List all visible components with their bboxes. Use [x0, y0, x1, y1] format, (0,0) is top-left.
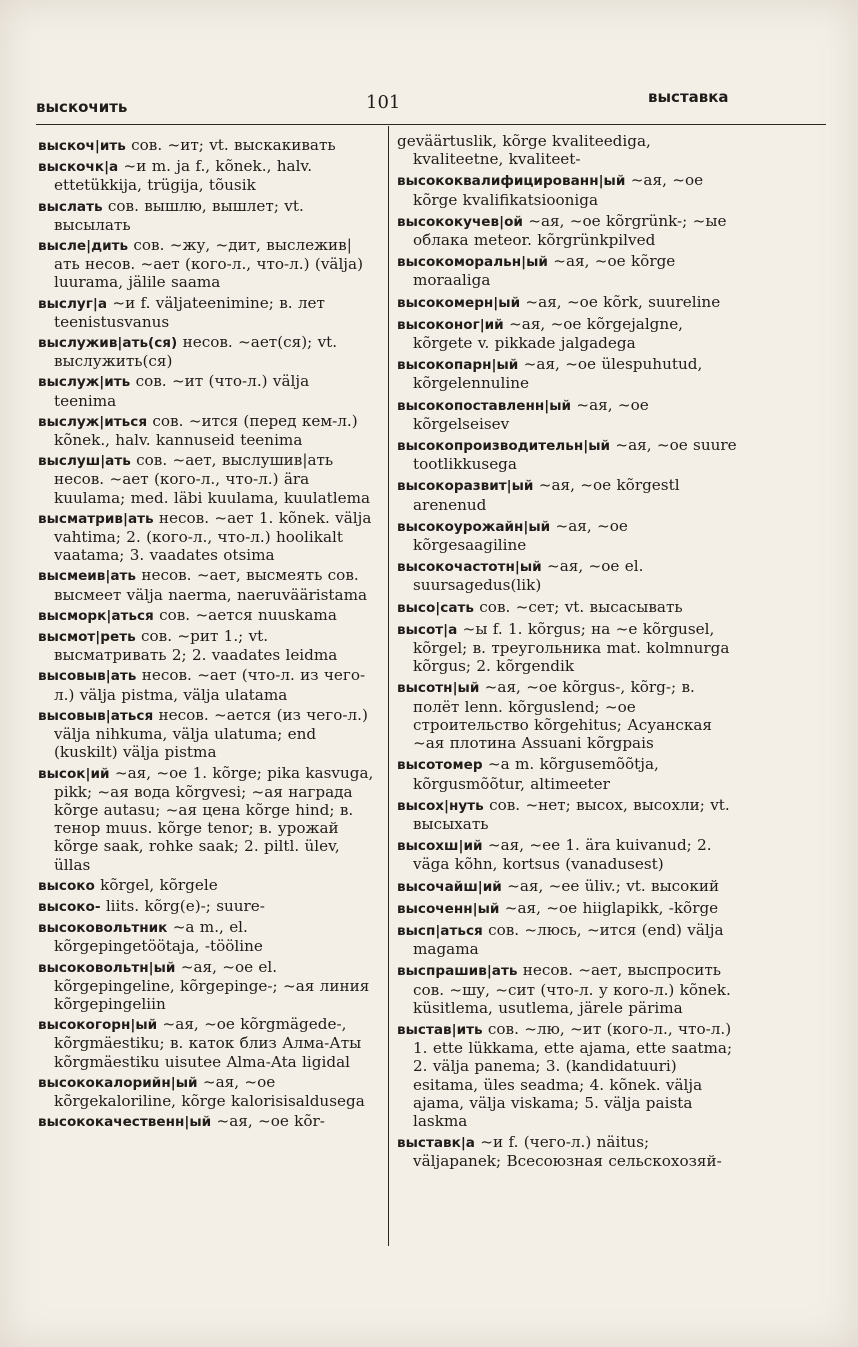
entry-headword: высоченн|ый: [397, 900, 500, 917]
entry-definition: сов. ~ает, выслушив|ать несов. ~ает (кого-л., что-л.) ära kuulama; med. läbi kuulama, kuulatlema: [54, 451, 371, 507]
entry-definition: ~а m., el. kõrgepingetöötaja, -tööline: [54, 918, 263, 956]
entry-headword: выстав|ить: [397, 1021, 483, 1038]
dictionary-entry: [38, 606, 376, 625]
entry-headword: высокоразвит|ый: [397, 478, 534, 495]
entry-headword: высококвалифицированн|ый: [397, 173, 626, 190]
dictionary-entry: [38, 294, 376, 331]
dictionary-entry: [397, 557, 741, 594]
dictionary-entry: [397, 293, 741, 312]
dictionary-entry: [397, 755, 741, 792]
dictionary-entry: [397, 678, 741, 752]
dictionary-entry: [38, 372, 376, 409]
dictionary-entry: [397, 921, 741, 958]
entry-definition: ~ая, ~ое suure tootlikkusega: [413, 436, 737, 474]
dictionary-entry: [397, 171, 741, 208]
dictionary-entry: [397, 476, 741, 513]
dictionary-entry: [397, 877, 741, 896]
entry-headword: выскочк|а: [38, 159, 119, 176]
entry-definition: сов. ~сет; vt. высасывать: [473, 597, 683, 616]
dictionary-entry: [397, 315, 741, 352]
dictionary-entry: [397, 1133, 741, 1170]
dictionary-entry: [38, 412, 376, 449]
entry-headword: высохш|ий: [397, 838, 483, 855]
entry-definition: ~ая, ~ое kõr-: [211, 1112, 325, 1131]
entry-headword: выслуг|а: [38, 295, 108, 312]
entry-headword: высококачественн|ый: [38, 1114, 212, 1131]
entry-definition: ~ая, ~ое hiiglapikk, -kõrge: [499, 898, 719, 917]
dictionary-entry: [397, 436, 741, 473]
dictionary-entry: [38, 236, 376, 292]
entry-definition: ~ая, ~ое kõrgestl arenenud: [413, 476, 680, 514]
dictionary-entry: [397, 620, 741, 676]
entry-headword: высокоморальн|ый: [397, 254, 548, 271]
dictionary-entry: [397, 355, 741, 392]
dictionary-entry: [38, 1073, 376, 1110]
entry-headword: высококучев|ой: [397, 213, 523, 230]
entry-headword: высмеив|ать: [38, 568, 137, 585]
entry-definition: сов. ~люсь, ~ится (end) välja magama: [413, 920, 724, 959]
entry-definition: ~ая, ~ое kõrgelseisev: [413, 395, 649, 433]
dictionary-entry: [38, 1015, 376, 1071]
dictionary-entry: [397, 212, 741, 249]
entry-headword: высотн|ый: [397, 680, 480, 697]
entry-headword: выслуж|ить: [38, 374, 131, 391]
entry-headword: высокопоставленн|ый: [397, 397, 572, 414]
page-header: [0, 88, 858, 118]
entry-definition: liits. kõrg(e)-; suure-: [100, 896, 265, 915]
entry-headword: выслужив|ать(ся): [38, 335, 178, 352]
dictionary-entry: [38, 958, 376, 1014]
entry-definition: несов. ~ает 1. kõnek. välja vahtima; 2. (кого-л., что-л.) hoolikalt vaatama; 3. vaadates otsima: [54, 508, 372, 565]
dictionary-entry: [38, 764, 376, 874]
entry-headword: высовыв|ать: [38, 668, 137, 685]
entry-headword: выставк|а: [397, 1135, 475, 1152]
entry-headword: выспрашив|ать: [397, 963, 518, 980]
entry-headword: высокомерн|ый: [397, 294, 521, 311]
entry-definition: сов. ~ается nuuskama: [153, 605, 337, 624]
entry-headword: высморк|аться: [38, 607, 154, 624]
entry-definition: сов. ~ит; vt. выскакивать: [125, 136, 336, 154]
dictionary-entry: [38, 897, 376, 916]
entry-definition: geväärtuslik, kõrge kvaliteediga, kvaliteetne, kvaliteet-: [397, 132, 651, 169]
entry-definition: ~ая, ~ое 1. kõrge; pika kasvuga, pikk; ~ая вода kõrgvesi; ~ая награда kõrge autasu; ~ая цена kõrge hind; в. тенор muus. kõrge tenor; в. урожай kõrge saak, rohke saak; 2. piltl. ülev, üllas: [54, 763, 374, 874]
entry-headword: высоковольтник: [38, 920, 168, 937]
entry-headword: высоковольтн|ый: [38, 959, 176, 976]
dictionary-entry: [38, 197, 376, 234]
dictionary-entry: [397, 899, 741, 918]
entry-definition: сов. вышлю, вышлет; vt. высылать: [54, 196, 304, 234]
entry-headword: высоко-: [38, 898, 101, 915]
entry-headword: высоко: [38, 877, 95, 894]
entry-definition: ~ая, ~ое kõrgmägede-, kõrgmäestiku; в. каток близ Алма-Аты kõrgmäestiku uisutee Alma-Ata ligidal: [54, 1015, 362, 1071]
dictionary-entry: [397, 598, 741, 617]
entry-definition: сов. ~рит 1.; vt. высматривать 2; 2. vaadates leidma: [54, 627, 338, 665]
entry-definition: несов. ~ается (из чего-л.) välja nihkuma, välja ulatuma; end (kuskilt) välja pistma: [54, 705, 368, 762]
entry-definition: ~и m. ja f., kõnek., halv. ettetükkija, trügija, tõusik: [54, 157, 313, 195]
header-rule: [36, 124, 826, 125]
entry-definition: ~ая, ~ое kõrge kvalifikatsiooniga: [413, 171, 704, 209]
entry-headword: высокогорн|ый: [38, 1017, 158, 1034]
entry-headword: выскоч|ить: [38, 138, 126, 154]
dictionary-entry: [397, 396, 741, 433]
dictionary-entry: [397, 517, 741, 554]
entry-headword: высот|а: [397, 621, 458, 638]
left-column: [38, 136, 376, 1133]
entry-definition: сов. ~нет; высох, высохли; vt. высыхать: [413, 795, 730, 833]
entry-definition: ~ая, ~ое el. suursagedus(lik): [413, 557, 644, 595]
entry-headword: высокоурожайн|ый: [397, 518, 551, 535]
dictionary-entry: [38, 918, 376, 955]
dictionary-entry: [38, 566, 376, 603]
entry-definition: сов. ~ится (перед кем-л.) kõnek., halv. kannuseid teenima: [54, 411, 358, 450]
dictionary-entry: [38, 509, 376, 565]
entry-definition: несов. ~ает (что-л. из чего-л.) välja pistma, välja ulatama: [54, 666, 366, 704]
dictionary-entry: [38, 136, 376, 155]
entry-definition: сов. ~ит (что-л.) välja teenima: [54, 372, 310, 410]
entry-definition: ~ы f. 1. kõrgus; на ~е kõrgusel, kõrgel; в. треугольника mat. kolmnurga kõrgus; 2. kõrgendik: [413, 619, 730, 676]
entry-definition: ~ая, ~ое el. kõrgepingeline, kõrgepinge-; ~ая линия kõrgepingeliin: [54, 957, 370, 1013]
dictionary-entry: [397, 836, 741, 873]
entry-headword: выслуш|ать: [38, 453, 131, 470]
entry-definition: сов. ~лю, ~ит (кого-л., что-л.) 1. ette lükkama, ette ajama, ette saatma; 2. välja panema; 3. (kandidatuuri) esitama, üles seadma; 4. kõnek. välja ajama, välja viskama; 5. välja paista laskma: [413, 1019, 733, 1130]
entry-headword: высматрив|ать: [38, 510, 154, 527]
entry-definition: ~ая, ~ое kõrge moraaliga: [413, 252, 676, 290]
dictionary-entry: [38, 157, 376, 194]
entry-headword: высококалорийн|ый: [38, 1074, 198, 1091]
running-head-right: выставка: [648, 88, 729, 106]
entry-headword: высле|дить: [38, 238, 129, 255]
entry-headword: высп|аться: [397, 922, 483, 939]
dictionary-entry: [38, 666, 376, 703]
entry-headword: высочайш|ий: [397, 878, 502, 895]
entry-definition: ~ая, ~ое kõrgus-, kõrg-; в. полёт lenn. kõrguslend; ~ое строительство kõrgehitus; Асуанская ~ая плотина Assuani kõrgpais: [413, 678, 712, 753]
entry-definition: ~ая, ~ое kõrk, suureline: [520, 292, 721, 311]
right-column: [397, 132, 741, 1174]
entry-headword: выслуж|иться: [38, 413, 148, 430]
entry-headword: высокочастотн|ый: [397, 559, 542, 576]
dictionary-entry: [397, 132, 741, 168]
page-number: 101: [366, 92, 401, 113]
entry-definition: несов. ~ает(ся); vt. выслужить(ся): [54, 333, 338, 371]
dictionary-entry: [38, 706, 376, 762]
entry-definition: несов. ~ает, высмеять сов. высмеет välja naerma, naeruvääristama: [54, 566, 368, 604]
entry-definition: сов. ~жу, ~дит, выслежив|ать несов. ~ает (кого-л., что-л.) (välja) luurama, jälile saama: [54, 236, 363, 292]
dictionary-entry: [38, 1112, 376, 1131]
entry-definition: ~ая, ~ое kõrgekaloriline, kõrge kalorisisaldusega: [54, 1072, 365, 1110]
entry-headword: высотомер: [397, 757, 483, 774]
running-head-left: выскочить: [36, 98, 128, 116]
entry-headword: высо|сать: [397, 599, 474, 616]
entry-headword: высокопарн|ый: [397, 357, 519, 374]
entry-definition: ~ая, ~ее 1. ära kuivanud; 2. väga kõhn, kortsus (vanadusest): [413, 836, 712, 874]
entry-headword: высмот|реть: [38, 629, 136, 646]
entry-headword: высок|ий: [38, 765, 110, 782]
dictionary-entry: [38, 451, 376, 507]
entry-headword: высовыв|аться: [38, 707, 154, 724]
entry-headword: высох|нуть: [397, 797, 484, 814]
entry-definition: ~ая, ~ое ülespuhutud, kõrgelennuline: [413, 355, 703, 393]
dictionary-entry: [38, 627, 376, 664]
entry-definition: несов. ~ает, выспросить сов. ~шу, ~сит (что-л. у кого-л.) kõnek. küsitlema, usutlema, järele pärima: [413, 961, 731, 1017]
dictionary-entry: [397, 796, 741, 833]
entry-definition: ~ая, ~ое kõrgesaagiline: [413, 516, 628, 555]
dictionary-entry: [38, 876, 376, 895]
entry-headword: выслать: [38, 198, 103, 215]
entry-definition: ~ая, ~ее üliv.; vt. высокий: [501, 876, 720, 895]
entry-definition: kõrgel, kõrgele: [94, 875, 218, 894]
dictionary-entry: [397, 1020, 741, 1130]
entry-definition: ~и f. (чего-л.) näitus; väljapanek; Всесоюзная сельскохозяй-: [413, 1133, 722, 1171]
dictionary-entry: [397, 252, 741, 289]
column-divider: [388, 126, 389, 1246]
entry-definition: ~и f. väljateenimine; в. лет teenistusvanus: [54, 293, 325, 331]
entry-definition: ~ая, ~ое kõrgrünk-; ~ые облака meteor. kõrgrünkpilved: [413, 211, 727, 250]
entry-headword: высоконог|ий: [397, 316, 504, 333]
entry-headword: высокопроизводительн|ый: [397, 438, 611, 455]
dictionary-entry: [38, 333, 376, 370]
dictionary-entry: [397, 961, 741, 1017]
entry-definition: ~ая, ~ое kõrgejalgne, kõrgete v. pikkade jalgadega: [413, 314, 684, 353]
entry-definition: ~а m. kõrgusemõõtja, kõrgusmõõtur, altimeeter: [413, 755, 659, 793]
